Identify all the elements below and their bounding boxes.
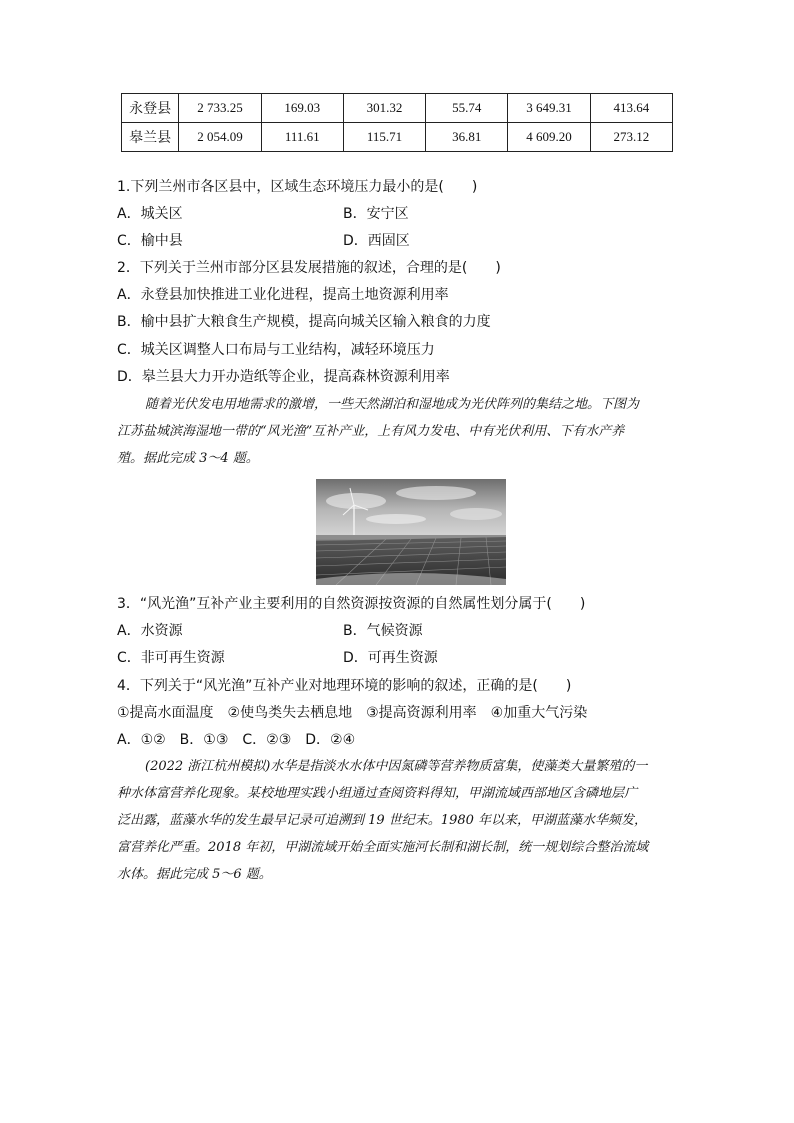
q3-option-b: B．气候资源 (343, 623, 423, 639)
question-1-stem: 1.下列兰州市各区县中，区域生态环境压力最小的是( ) (117, 179, 478, 195)
passage-line: 泛出露，蓝藻水华的发生最早记录可追溯到 19 世纪末。1980 年以来，甲湖蓝藻水华频发， (117, 813, 648, 828)
table-cell: 4 609.20 (508, 123, 590, 152)
q1-option-a: A．城关区 (117, 206, 183, 222)
passage-line: 江苏盐城滨海湿地一带的“风光渔”互补产业，上有风力发电、中有光伏利用、下有水产养 (117, 424, 625, 439)
table-cell: 皋兰县 (122, 123, 179, 152)
table-cell: 111.61 (261, 123, 343, 152)
table-row (122, 123, 673, 152)
data-table (121, 93, 673, 152)
passage-line: 富营养化严重。2018 年初，甲湖流域开始全面实施河长制和湖长制，统一规划综合整治流域 (117, 840, 649, 855)
passage-line: (2022 浙江杭州模拟)水华是指淡水水体中因氮磷等营养物质富集，使藻类大量繁殖的一 (145, 759, 648, 774)
q2-option-d: D．皋兰县大力开办造纸等企业，提高森林资源利用率 (117, 369, 450, 385)
q1-option-d: D．西固区 (343, 233, 410, 249)
table-cell: 169.03 (261, 94, 343, 123)
passage-line: 种水体富营养化现象。某校地理实践小组通过查阅资料得知，甲湖流域西部地区含磷地层广 (117, 786, 638, 801)
q3-option-a: A．水资源 (117, 623, 183, 639)
solar-farm-photo (316, 479, 506, 585)
passage-line: 水体。据此完成 5～6 题。 (117, 867, 272, 882)
q4-options: A．①② B．①③ C．②③ D．②④ (117, 732, 356, 748)
table-cell: 413.64 (590, 94, 672, 123)
question-4-stem: 4．下列关于“风光渔”互补产业对地理环境的影响的叙述，正确的是( ) (117, 678, 572, 694)
table-cell: 301.32 (343, 94, 425, 123)
q2-option-b: B．榆中县扩大粮食生产规模，提高向城关区输入粮食的力度 (117, 314, 491, 330)
q1-option-b: B．安宁区 (343, 206, 409, 222)
table-cell: 55.74 (426, 94, 508, 123)
table-cell: 永登县 (122, 94, 179, 123)
table-cell: 36.81 (426, 123, 508, 152)
passage-line: 殖。据此完成 3～4 题。 (117, 451, 259, 466)
q1-option-c: C．榆中县 (117, 233, 183, 249)
table-cell: 2 054.09 (179, 123, 261, 152)
question-3-stem: 3．“风光渔”互补产业主要利用的自然资源按资源的自然属性划分属于( ) (117, 596, 586, 612)
q2-option-c: C．城关区调整人口布局与工业结构，减轻环境压力 (117, 342, 435, 358)
passage-line: 随着光伏发电用地需求的激增，一些天然湖泊和湿地成为光伏阵列的集结之地。下图为 (145, 397, 640, 412)
table-cell: 2 733.25 (179, 94, 261, 123)
passage-solar (117, 391, 682, 472)
q3-option-c: C．非可再生资源 (117, 650, 225, 666)
table-cell: 115.71 (343, 123, 425, 152)
passage-algal-bloom (117, 753, 682, 888)
table-row (122, 94, 673, 123)
table-cell: 3 649.31 (508, 94, 590, 123)
q3-option-d: D．可再生资源 (343, 650, 438, 666)
question-2-stem: 2．下列关于兰州市部分区县发展措施的叙述，合理的是( ) (117, 260, 501, 276)
q2-option-a: A．永登县加快推进工业化进程，提高土地资源利用率 (117, 287, 449, 303)
table-cell: 273.12 (590, 123, 672, 152)
q4-items: ①提高水面温度 ②使鸟类失去栖息地 ③提高资源利用率 ④加重大气污染 (117, 705, 588, 721)
